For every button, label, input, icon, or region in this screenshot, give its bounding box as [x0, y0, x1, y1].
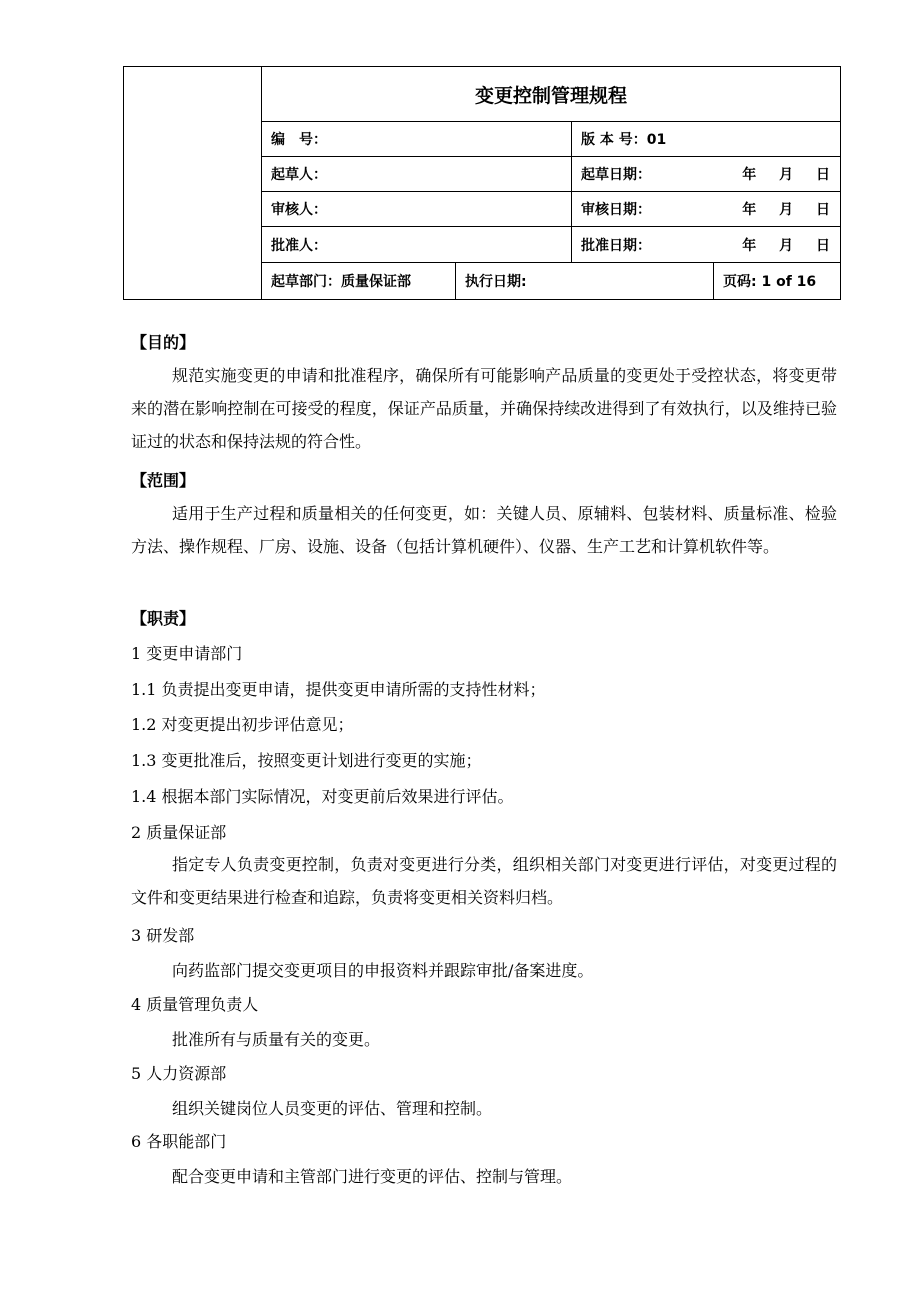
resp-item-4-text: 批准所有与质量有关的变更。	[172, 1030, 381, 1049]
document-header-table	[123, 66, 841, 300]
draft-date-ymd: 年 月 日	[742, 167, 830, 183]
resp-item-2-text: 指定专人负责变更控制，负责对变更进行分类，组织相关部门对变更进行评估，对变更过程的文件和变更结果进行检查和追踪，负责将变更相关资料归档。	[131, 855, 837, 907]
header-row-code	[262, 122, 840, 157]
scope-heading: 【范围】	[131, 471, 196, 490]
version-field: 版 本 号：01	[581, 132, 667, 148]
approver-field: 批准人：	[262, 227, 572, 262]
resp-item-6-text: 配合变更申请和主管部门进行变更的评估、控制与管理。	[172, 1167, 573, 1186]
review-date-field	[572, 192, 840, 226]
scope-paragraph: 适用于生产过程和质量相关的任何变更，如：关键人员、原辅料、包装材料、质量标准、检验方法、操作规程、厂房、设施、设备（包括计算机硬件）、仪器、生产工艺和计算机软件等。	[131, 504, 837, 556]
dept-field: 起草部门：质量保证部	[262, 263, 456, 299]
resp-item-6: 6 各职能部门	[131, 1132, 227, 1151]
header-row-reviewer	[262, 192, 840, 227]
reviewer-field: 审核人：	[262, 192, 572, 226]
draft-date-label: 起草日期：	[581, 167, 651, 183]
resp-item-3: 3 研发部	[131, 926, 195, 945]
resp-item-1-1: 1.1 负责提出变更申请，提供变更申请所需的支持性材料；	[131, 680, 546, 699]
header-row-drafter	[262, 157, 840, 192]
resp-item-3-text: 向药监部门提交变更项目的申报资料并跟踪审批/备案进度。	[172, 961, 594, 980]
review-date-label: 审核日期：	[581, 202, 651, 218]
document-title: 变更控制管理规程	[262, 67, 840, 122]
page-number: 页码: 1 of 16	[723, 274, 817, 290]
draft-date-field	[572, 157, 840, 191]
resp-item-2: 2 质量保证部	[131, 823, 227, 842]
code-field: 编 号：	[262, 122, 572, 156]
resp-item-1-4: 1.4 根据本部门实际情况，对变更前后效果进行评估。	[131, 787, 514, 806]
exec-date-field: 执行日期:	[456, 263, 714, 299]
resp-item-4: 4 质量管理负责人	[131, 995, 259, 1014]
drafter-field: 起草人：	[262, 157, 572, 191]
approve-date-label: 批准日期：	[581, 237, 651, 254]
resp-item-1-3: 1.3 变更批准后，按照变更计划进行变更的实施；	[131, 751, 482, 770]
header-row-dept	[262, 263, 840, 299]
purpose-heading: 【目的】	[131, 333, 196, 352]
resp-item-5: 5 人力资源部	[131, 1064, 227, 1083]
review-date-ymd: 年 月 日	[742, 202, 830, 218]
header-row-approver	[262, 227, 840, 263]
approve-date-field	[572, 227, 840, 262]
logo-cell	[124, 67, 262, 299]
responsibility-heading: 【职责】	[131, 609, 196, 628]
resp-item-5-text: 组织关键岗位人员变更的评估、管理和控制。	[172, 1099, 493, 1118]
resp-item-1: 1 变更申请部门	[131, 644, 243, 663]
resp-item-1-2: 1.2 对变更提出初步评估意见；	[131, 715, 354, 734]
purpose-paragraph: 规范实施变更的申请和批准程序，确保所有可能影响产品质量的变更处于受控状态，将变更带来的潜在影响控制在可接受的程度，保证产品质量，并确保持续改进得到了有效执行，以及维持已验证过的状态和保持法规的符合性。	[131, 366, 837, 451]
approve-date-ymd: 年 月 日	[742, 237, 830, 254]
